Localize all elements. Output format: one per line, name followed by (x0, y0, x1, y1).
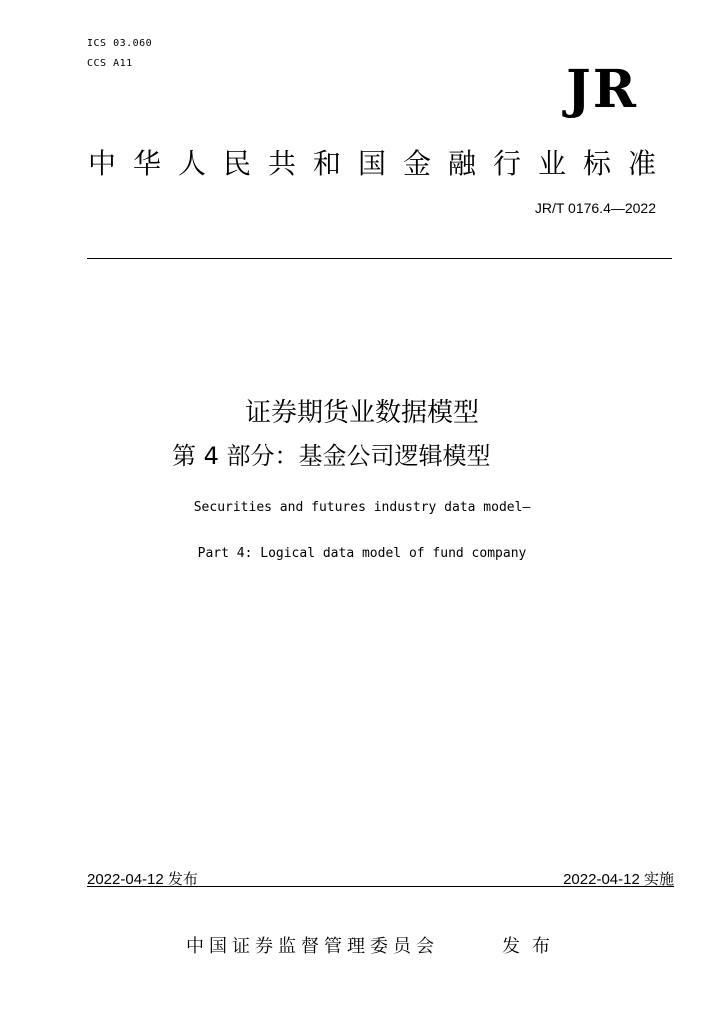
issuing-authority: 中国证券监督管理委员会 (186, 936, 439, 957)
document-subtitle: 第 4 部分：基金公司逻辑模型 (172, 442, 491, 470)
english-title: Securities and futures industry data model— (193, 500, 531, 515)
issue-date: 2022-04-12 发布 (87, 871, 198, 888)
jr-logo: JR (566, 59, 638, 120)
ics-code: ICS 03.060 (87, 38, 153, 49)
standard-type-heading: 中华人民共和国金融行业标准 (88, 147, 674, 180)
standard-number: JR/T 0176.4—2022 (534, 200, 656, 216)
bottom-divider (87, 886, 674, 887)
document-title: 证券期货业数据模型 (244, 398, 479, 428)
english-subtitle: Part 4: Logical data model of fund company (197, 546, 527, 561)
implementation-date: 2022-04-12 实施 (563, 871, 674, 888)
publish-label: 发布 (502, 936, 562, 957)
top-divider (87, 258, 672, 259)
ccs-code: CCS A11 (87, 58, 133, 69)
